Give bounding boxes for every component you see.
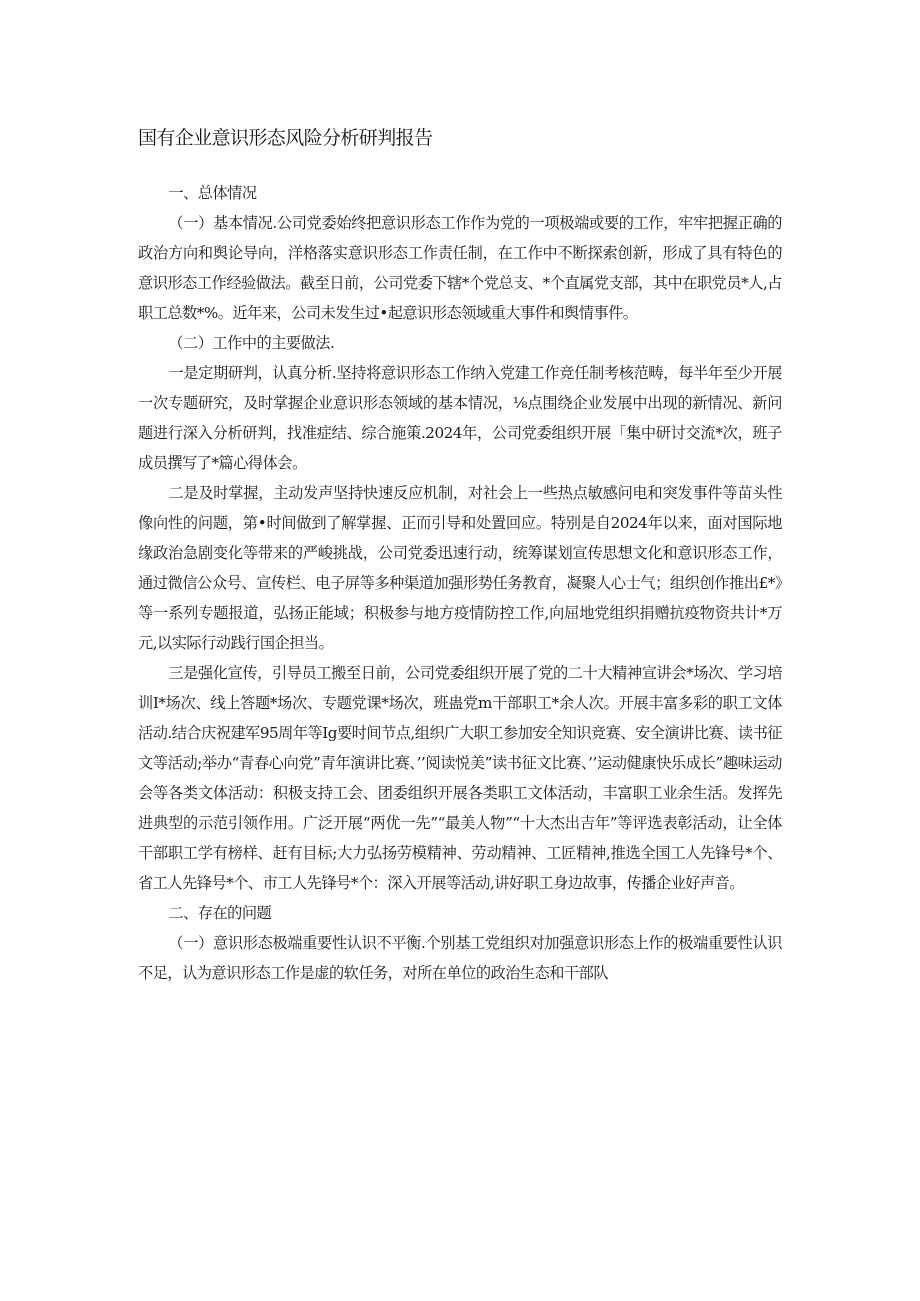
document-body bbox=[138, 178, 782, 988]
section-heading-overview: 一、总体情况 bbox=[168, 184, 257, 202]
paragraph-publicity: 三是强化宣传，引导员工搬至日前，公司党委组织开展了党的二十大精神宣讲会*场次、学习培训I*场次、线上答题*场次、专题党课*场次，班蛊党m干部职工*余人次。开展丰富多彩的职工文体活动.结合庆祝建军95周年等Ig要时间节点,组织广大职工参加安全知识竞赛、安全演讲比赛、读书征文等活动;举办“青春心向党”青年演讲比赛、’’阅读悦美”读书征文比赛、’’运动健康快乐成长”趣味运动会等各类文体活动：积极支持工会、团委组织开展各类职工文体活动，丰富职工业余生活。发挥先进典型的示范引领作用。广泛开展“两优一先”“最美人物”“十大杰出吉年”等评选表彰活动，让全体干部职工学有榜样、赶有目标;大力弘扬劳模精神、劳动精神、工匠精神,推选全国工人先锋号*个、省工人先锋号*个、市工人先锋号*个：深入开展等活动,讲好职工身边故事，传播企业好声音。 bbox=[138, 664, 782, 892]
section-heading-problems: 二、存在的问题 bbox=[168, 904, 272, 922]
paragraph-timely-grasp: 二是及时掌握，主动发声坚持快速反应机制，对社会上一些热点敏感问电和突发事件等苗头性像向性的问题，第•时间做到了解掌握、正而引导和处置回应。特别是自2024年以来，面对国际地缘政治急剧变化等带来的严峻挑战，公司党委迅速行动，统筹谋划宣传思想文化和意识形态工作，通过微信公众号、宣传栏、电子屏等多种渠道加强形势任务教育，凝聚人心士气；组织创作推出£*》等一系列专题报道，弘扬正能域；积极参与地方疫情防控工作,向屈地党组织捐赠抗疫物资共计*万元,以实际行动践行国企担当。 bbox=[138, 484, 782, 652]
paragraph-basic-situation: （一）基本情况.公司党委始终把意识形态工作作为党的一项极端或要的工作，牢牢把握正确的政治方向和舆论导向，洋格落实意识形态工作责任制，在工作中不断探索创新，形成了具有特色的意识形态工作经验做法。截至日前，公司党委下辖*个党总支、*个直属党支部，其中在职党员*人,占职工总数*%。近年来，公司未发生过•起意识形态领域重大事件和舆情事件。 bbox=[138, 214, 782, 322]
paragraph-problem-1: （一）意识形态极端重要性认识不平衡.个别基工党组织对加强意识形态上作的极端重要性认识不足，认为意识形态工作是虚的软任务，对所在单位的政治生态和干部队 bbox=[138, 934, 782, 982]
paragraph-regular-research: 一是定期研判，认真分析.坚持将意识形态工作纳入党建工作竞任制考核范畴，每半年至少开展一次专题研究，及时掌握企业意识形态领域的基本情况，⅛点围绕企业发展中出现的新情况、新问题进行深入分析研判，找准症结、综合施策.2024年，公司党委组织开展「集中研讨交流*次，班子成员撰写了*篇心得体会。 bbox=[138, 364, 782, 472]
subsection-heading-main-practices: （二）工作中的主要做法. bbox=[168, 334, 335, 352]
document-title: 国有企业意识形态风险分析研判报告 bbox=[138, 127, 433, 149]
